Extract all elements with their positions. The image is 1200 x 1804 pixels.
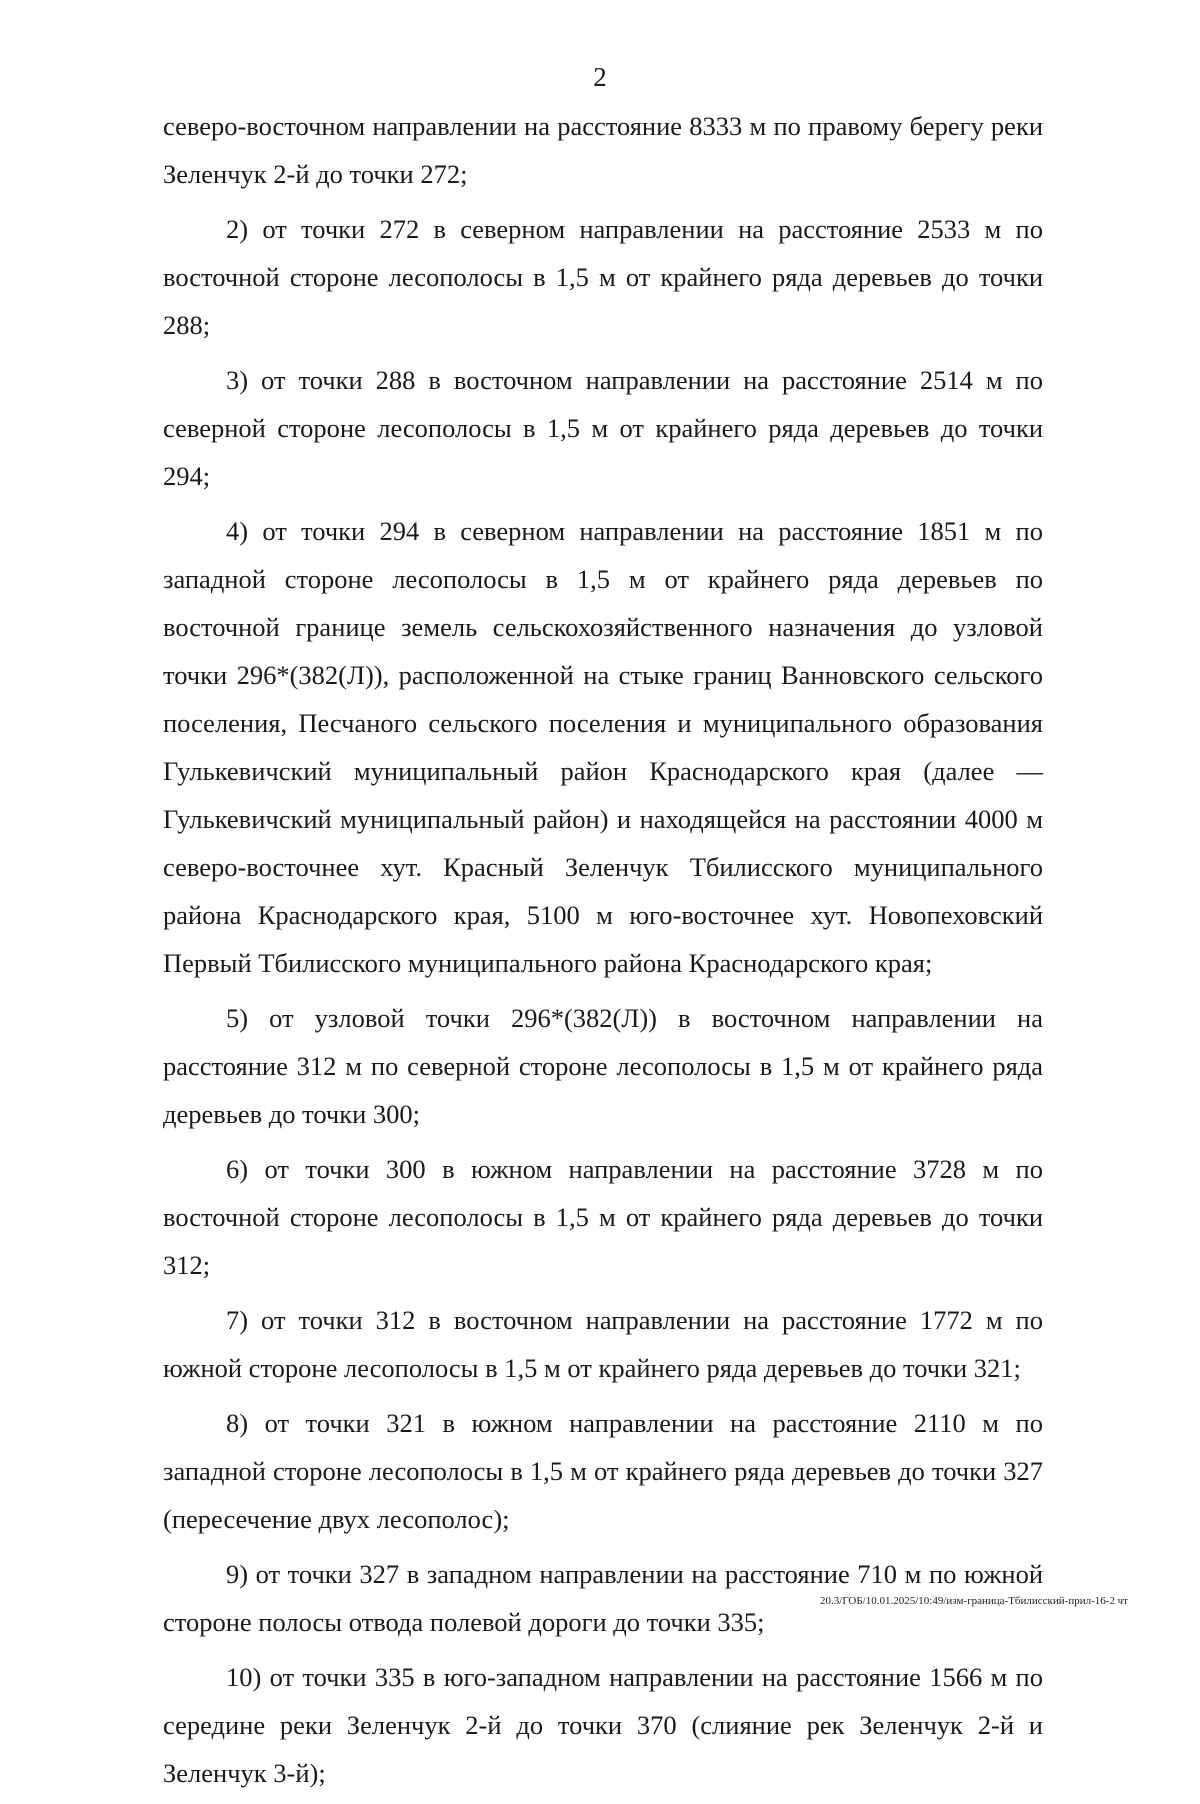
page-number: 2 bbox=[593, 62, 607, 92]
paragraph-continuation: северо-восточном направлении на расстояние 8333 м по правому берегу реки Зеленчук 2-й до точки 272; bbox=[163, 111, 1043, 189]
footer-document-code: 20.3/ГОБ/10.01.2025/10:49/изм-граница-Тбилисский-прил-16-2 чт bbox=[820, 1595, 1128, 1607]
document-body bbox=[163, 102, 1043, 1804]
paragraph-item-10: 10) от точки 335 в юго-западном направлении на расстояние 1566 м по середине реки Зеленчук 2-й до точки 370 (слияние рек Зеленчук 2-й и Зеленчук 3-й); bbox=[163, 1662, 1043, 1788]
paragraph-item-2: 2) от точки 272 в северном направлении на расстояние 2533 м по восточной стороне лесополосы в 1,5 м от крайнего ряда деревьев до точки 288; bbox=[163, 214, 1043, 340]
paragraph-item-8: 8) от точки 321 в южном направлении на расстояние 2110 м по западной стороне лесополосы в 1,5 м от крайнего ряда деревьев до точки 327 (пересечение двух лесополос); bbox=[163, 1408, 1043, 1534]
paragraph-item-5: 5) от узловой точки 296*(382(Л)) в восточном направлении на расстояние 312 м по северной стороне лесополосы в 1,5 м от крайнего ряда деревьев до точки 300; bbox=[163, 1003, 1043, 1129]
paragraph-item-9: 9) от точки 327 в западном направлении на расстояние 710 м по южной стороне полосы отвода полевой дороги до точки 335; bbox=[163, 1559, 1043, 1637]
paragraph-item-7: 7) от точки 312 в восточном направлении на расстояние 1772 м по южной стороне лесополосы в 1,5 м от крайнего ряда деревьев до точки 321; bbox=[163, 1305, 1043, 1383]
paragraph-item-4: 4) от точки 294 в северном направлении на расстояние 1851 м по западной стороне лесополосы в 1,5 м от крайнего ряда деревьев по восточной границе земель сельскохозяйственного назначения до узловой точки 296*(382(Л)), расположенной на стыке границ Ванновского сельского поселения, Песчаного сельского поселения и муниципального образования Гулькевичский муниципальный район Краснодарского края (далее — Гулькевичский муниципальный район) и находящейся на расстоянии 4000 м северо-восточнее хут. Красный Зеленчук Тбилисского муниципального района Краснодарского края, 5100 м юго-восточнее хут. Новопеховский Первый Тбилисского муниципального района Краснодарского края; bbox=[163, 516, 1043, 978]
paragraph-item-3: 3) от точки 288 в восточном направлении на расстояние 2514 м по северной стороне лесополосы в 1,5 м от крайнего ряда деревьев до точки 294; bbox=[163, 365, 1043, 491]
paragraph-item-6: 6) от точки 300 в южном направлении на расстояние 3728 м по восточной стороне лесополосы в 1,5 м от крайнего ряда деревьев до точки 312; bbox=[163, 1154, 1043, 1280]
